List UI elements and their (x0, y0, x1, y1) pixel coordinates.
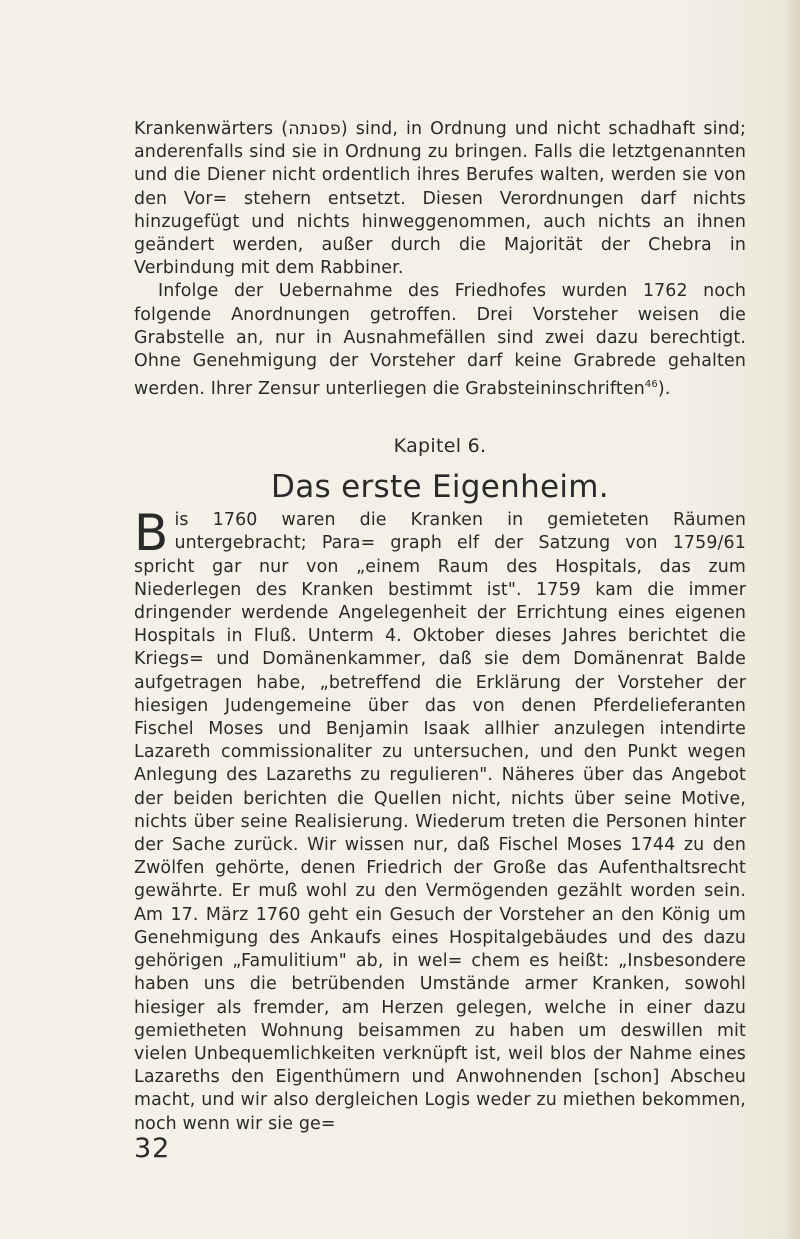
paragraph-2-end: ). (657, 379, 671, 400)
footnote-ref: 46 (644, 379, 658, 391)
page-content (134, 118, 746, 1136)
chapter-label: Kapitel 6. (393, 435, 487, 458)
drop-cap: B (134, 504, 169, 563)
paragraph-3-text: is 1760 waren die Kranken in gemieteten Räumen untergebracht; Para= graph elf der Satzung von 1759/61 spricht gar nur von „einem Raum des Hospitals, das zum Niederlegen des Kranken bestimmt ist". 1759 kam die immer dringender werdende Angelegenheit der Errichtung eines eigenen Hospitals in Fluß. Unterm 4. Oktober dieses Jahres berichtet die Kriegs= und Domänenkammer, daß sie dem Domänenrat Balde aufgetragen habe, „betreffend die Erklärung der Vorsteher der hiesigen Judengemeine über das von denen Pferdelieferanten Fischel Moses und Benjamin Isaak allhier anzulegen intendirte Lazareth commissionaliter zu untersuchen, und den Punkt wegen Anlegung des Lazareths zu regulieren". Näheres über das Angebot der beiden berichten die Quellen nicht, nichts über seine Motive, nichts über seine Realisierung. Wiederum treten die Personen hinter der Sache zurück. Wir wissen nur, daß Fischel Moses 1744 zu den Zwölfen gehörte, denen Friedrich der Große das Aufenthaltsrecht gewährte. Er muß wohl zu den Vermögenden gezählt worden sein. Am 17. März 1760 geht ein Gesuch der Vorsteher an den König um Genehmigung des Ankaufs eines Hospitalgebäudes und des dazu gehörigen „Famulitium" ab, in wel= chem es heißt: „Insbesondere haben uns die betrübenden Umstände armer Kranken, sowohl hiesiger als fremder, am Herzen gelegen, welche in einer dazu gemietheten Wohnung beisammen zu haben um deswillen mit vielen Unbequemlichkeiten verknüpft ist, weil blos der Nahme eines Lazareths den Eigenthümern und Anwohnenden [schon] Abscheu macht, und wir also dergleichen Logis weder zu miethen bekommen, noch wenn wir sie ge= (134, 510, 746, 1134)
page-number: 32 (134, 1133, 171, 1164)
page-edge (788, 0, 800, 1239)
paragraph-1: Krankenwärters (פסנתה) sind, in Ordnung und nicht schadhaft sind; anderenfalls sind sie in Ordnung zu bringen. Falls die letztgenannten und die Diener nicht ordentlich ihres Berufes walten, werden sie von den Vor= stehern entsetzt. Diesen Verordnungen darf nichts hinzugefügt und nichts hinweggenommen, auch nichts an ihnen geändert werden, außer durch die Majorität der Chebra in Verbindung mit dem Rabbiner. (134, 119, 746, 279)
chapter-title: Das erste Eigenheim. (271, 469, 609, 506)
paragraph-2-text: Infolge der Uebernahme des Friedhofes wurden 1762 noch folgende Anordnungen getroffen. Drei Vorsteher weisen die Grabstelle an, nur in Ausnahmefällen sind zwei dazu berechtigt. Ohne Genehmigung der Vorsteher darf keine Grabrede gehalten werden. Ihrer Zensur unterliegen die Grabsteininschriften (134, 281, 746, 400)
paragraph-3 (134, 504, 746, 1135)
paragraph-2 (134, 280, 746, 401)
